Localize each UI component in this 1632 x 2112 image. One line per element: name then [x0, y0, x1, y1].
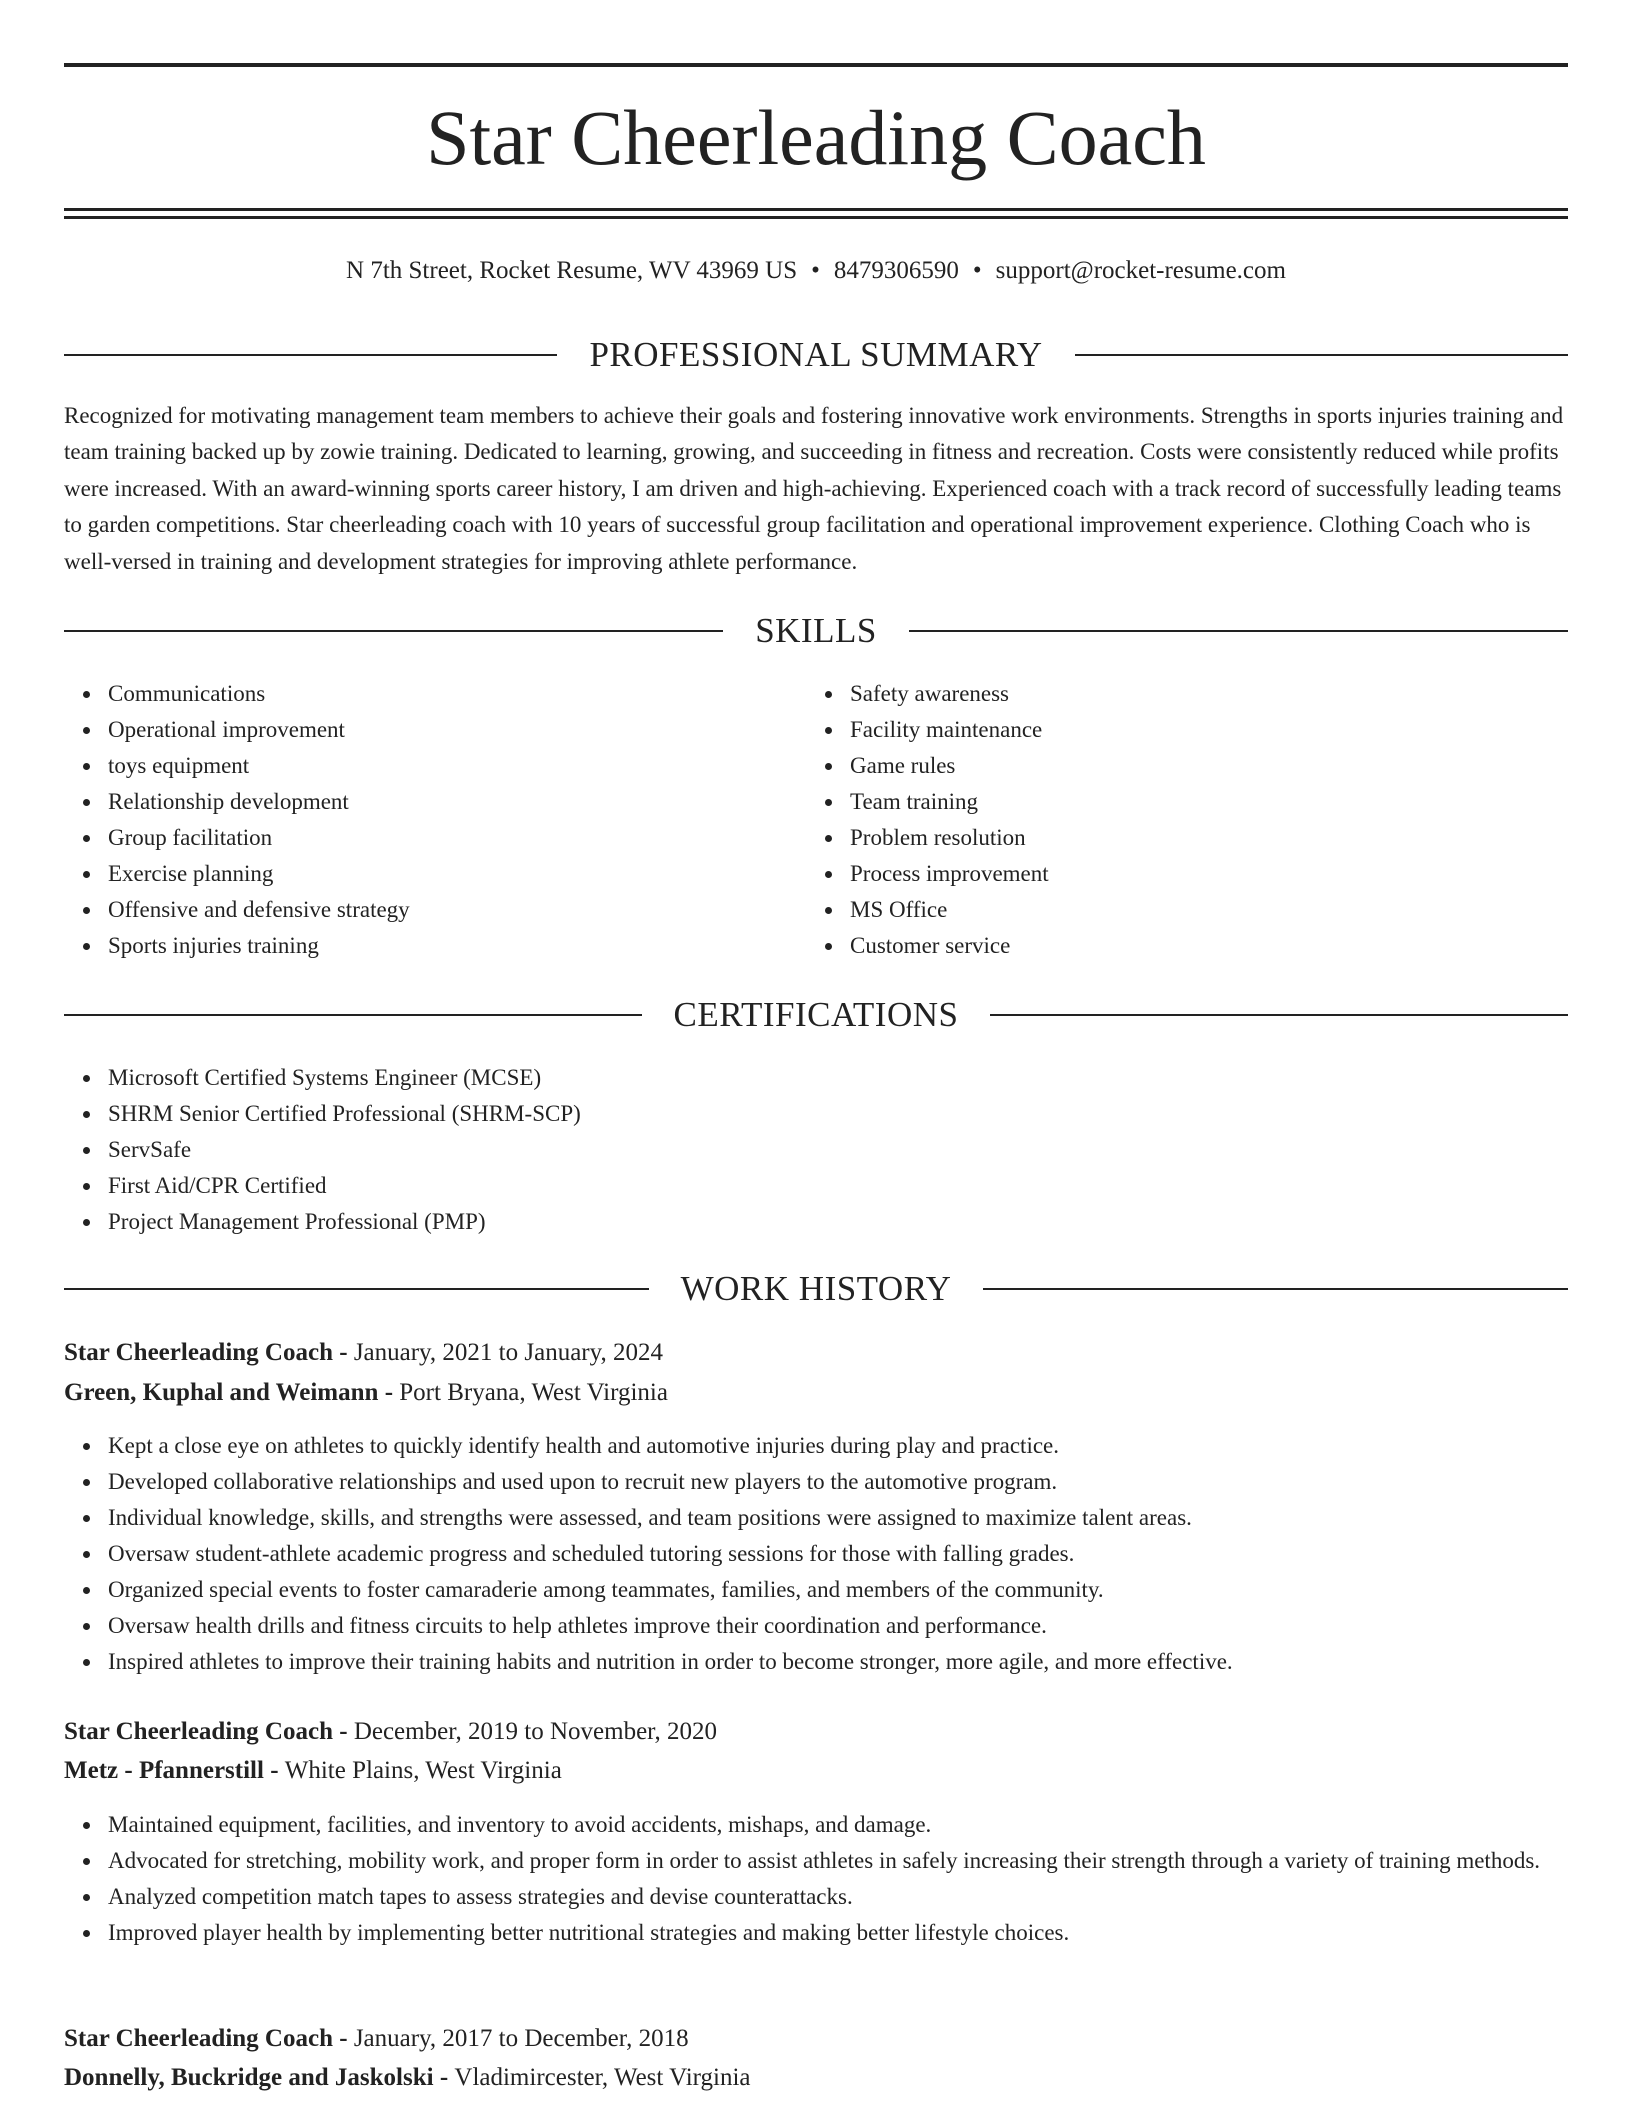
job-title-line: Star Cheerleading Coach - January, 2017 to December, 2018	[64, 2025, 689, 2052]
job-bullet: Maintained equipment, facilities, and inventory to avoid accidents, mishaps, and damage.	[108, 1807, 1568, 1843]
section-heading-certifications	[64, 993, 1568, 1037]
skill-item: Offensive and defensive strategy	[108, 892, 808, 928]
job-title: Star Cheerleading Coach	[64, 1339, 333, 1366]
job-bullet: Oversaw health drills and fitness circuits to help athletes improve their coordination and performance.	[108, 1608, 1568, 1644]
section-heading-skills	[64, 609, 1568, 653]
skill-item: Group facilitation	[108, 820, 808, 856]
job-title-line: Star Cheerleading Coach - December, 2019 to November, 2020	[64, 1718, 717, 1745]
section-title: CERTIFICATIONS	[673, 995, 959, 1034]
skill-item: Operational improvement	[108, 712, 808, 748]
contact-separator: •	[811, 257, 820, 284]
skill-item: Facility maintenance	[850, 712, 1550, 748]
certification-item: ServSafe	[108, 1132, 1568, 1168]
job-title-line: Star Cheerleading Coach - January, 2021 to January, 2024	[64, 1339, 664, 1366]
job-bullet: Organized special events to foster camaraderie among teammates, families, and members of the community.	[108, 1572, 1568, 1608]
section-heading-work	[64, 1267, 1568, 1311]
job-dates: January, 2021 to January, 2024	[353, 1339, 664, 1366]
job-bullet: Analyzed competition match tapes to assess strategies and devise counterattacks.	[108, 1879, 1568, 1915]
skill-item: Relationship development	[108, 784, 808, 820]
divider	[64, 1288, 649, 1290]
certifications-list	[64, 1060, 1568, 1240]
skill-item: toys equipment	[108, 748, 808, 784]
skill-item: Game rules	[850, 748, 1550, 784]
job-bullet: Advocated for stretching, mobility work, and proper form in order to assist athletes in safely increasing their strength through a variety of training methods.	[108, 1843, 1568, 1879]
skill-item: Team training	[850, 784, 1550, 820]
section-title: PROFESSIONAL SUMMARY	[589, 335, 1043, 374]
contact-separator: •	[972, 257, 982, 284]
skills-list-left	[64, 676, 808, 964]
contact-address: N 7th Street, Rocket Resume, WV 43969 US	[346, 257, 798, 284]
job-location: White Plains, West Virginia	[284, 1757, 562, 1784]
section-title: WORK HISTORY	[680, 1269, 952, 1308]
skill-item: MS Office	[850, 892, 1550, 928]
job-bullet: Inspired athletes to improve their training habits and nutrition in order to become stronger, more agile, and more effective.	[108, 1644, 1568, 1680]
skill-item: Exercise planning	[108, 856, 808, 892]
skill-item: Customer service	[850, 928, 1550, 964]
contact-line	[64, 254, 1568, 288]
job-location: Port Bryana, West Virginia	[399, 1379, 668, 1406]
divider	[1075, 354, 1568, 356]
certification-item: First Aid/CPR Certified	[108, 1168, 1568, 1204]
summary-text: Recognized for motivating management team members to achieve their goals and fostering innovative work environments. Strengths in sports injuries training and team training backed up by zowie training. Dedicated to learning, growing, and succeeding in fitness and recreation. Costs were consistently reduced while profits were increased. With an award-winning sports career history, I am driven and high-achieving. Experienced coach with a track record of successfully leading teams to garden competitions. Star cheerleading coach with 10 years of successful group facilitation and operational improvement experience. Clothing Coach who is well-versed in training and development strategies for improving athlete performance.	[64, 403, 1564, 574]
certification-item: SHRM Senior Certified Professional (SHRM-SCP)	[108, 1096, 1568, 1132]
contact-email: support@rocket-resume.com	[995, 257, 1286, 284]
divider	[64, 1014, 642, 1016]
job-dates: December, 2019 to November, 2020	[353, 1718, 717, 1745]
job-bullets	[64, 1807, 1568, 1951]
contact-phone: 8479306590	[833, 257, 959, 284]
job-bullet: Kept a close eye on athletes to quickly identify health and automotive injuries during play and practice.	[108, 1428, 1568, 1464]
job-title: Star Cheerleading Coach	[64, 1718, 333, 1745]
job-bullet: Oversaw student-athlete academic progress and scheduled tutoring sessions for those with falling grades.	[108, 1536, 1568, 1572]
job-location: Vladimircester, West Virginia	[454, 2064, 751, 2091]
certification-item: Project Management Professional (PMP)	[108, 1204, 1568, 1240]
job-company-line: Donnelly, Buckridge and Jaskolski - Vladimircester, West Virginia	[64, 2064, 751, 2091]
divider	[64, 630, 723, 632]
job-dates: January, 2017 to December, 2018	[353, 2025, 689, 2052]
header-rule-lower	[64, 216, 1568, 219]
job-company-line: Metz - Pfannerstill - White Plains, West Virginia	[64, 1757, 562, 1784]
job-title: Star Cheerleading Coach	[64, 2025, 333, 2052]
skill-item: Problem resolution	[850, 820, 1550, 856]
job-bullet: Individual knowledge, skills, and strengths were assessed, and team positions were assigned to maximize talent areas.	[108, 1500, 1568, 1536]
skill-item: Safety awareness	[850, 676, 1550, 712]
header-top-rule	[64, 63, 1568, 67]
divider	[990, 1014, 1568, 1016]
certification-item: Microsoft Certified Systems Engineer (MCSE)	[108, 1060, 1568, 1096]
skills-list-right	[806, 676, 1550, 964]
job-company: Donnelly, Buckridge and Jaskolski	[64, 2064, 434, 2091]
job-company: Green, Kuphal and Weimann	[64, 1379, 379, 1406]
job-company: Metz - Pfannerstill	[64, 1757, 264, 1784]
section-title: SKILLS	[755, 611, 877, 650]
job-bullets	[64, 1428, 1568, 1680]
resume-name: Star Cheerleading Coach	[426, 94, 1206, 181]
section-heading-summary	[64, 333, 1568, 377]
divider	[983, 1288, 1568, 1290]
job-bullet: Improved player health by implementing better nutritional strategies and making better lifestyle choices.	[108, 1915, 1568, 1951]
divider	[909, 630, 1568, 632]
divider	[64, 354, 557, 356]
skill-item: Sports injuries training	[108, 928, 808, 964]
skill-item: Process improvement	[850, 856, 1550, 892]
header-rule-upper	[64, 208, 1568, 211]
job-company-line: Green, Kuphal and Weimann - Port Bryana, West Virginia	[64, 1379, 668, 1406]
skill-item: Communications	[108, 676, 808, 712]
job-bullet: Developed collaborative relationships and used upon to recruit new players to the automotive program.	[108, 1464, 1568, 1500]
